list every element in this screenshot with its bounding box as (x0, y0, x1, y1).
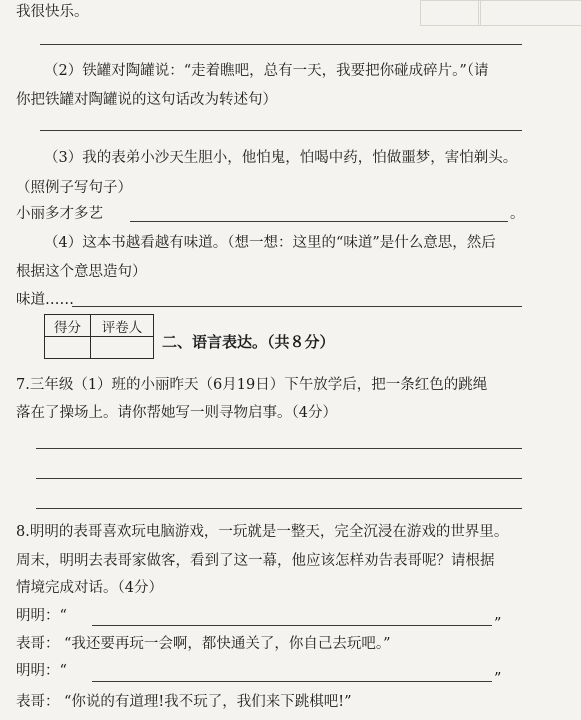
answer-line[interactable] (92, 681, 492, 682)
q6-item4-line1: （4）这本书越看越有味道。（想一想：这里的“味道”是什么意思，然后 (44, 235, 496, 251)
bleed-through-box (420, 0, 581, 26)
answer-line (40, 130, 522, 131)
dialog-text: “我还要再玩一会啊，都快通关了，你自己去玩吧。” (64, 636, 391, 652)
dialog-close-quote: ” (494, 671, 502, 687)
dialog-speaker: 表哥： (16, 694, 60, 710)
q6-item3-prompt: 小丽多才多艺 (16, 206, 103, 222)
q8-line1: 8.明明的表哥喜欢玩电脑游戏，一玩就是一整天，完全沉浸在游戏的世界里。 (16, 524, 509, 540)
q6-item4-line2: 根据这个意思造句） (16, 264, 147, 280)
q6-item4-prompt: 味道…… (16, 292, 74, 308)
dialog-speaker: 明明：“ (16, 608, 67, 624)
answer-line (36, 478, 522, 479)
dialog-speaker: 明明：“ (16, 663, 67, 679)
q6-previous-tail: 我很快乐。 (16, 4, 89, 20)
q6-item2-line1: （2）铁罐对陶罐说：“走着瞧吧，总有一天，我要把你碰成碎片。”（请 (44, 63, 489, 79)
q6-item3-line1: （3）我的表弟小沙天生胆小，他怕鬼，怕喝中药，怕做噩梦，害怕剃头。 (44, 150, 518, 166)
answer-line (130, 221, 508, 222)
section-title: 二、语言表达。（共８分） (162, 333, 335, 351)
q6-item3-period: 。 (510, 206, 525, 222)
q8-line2: 周末，明明去表哥家做客，看到了这一幕，他应该怎样劝告表哥呢？请根据 (16, 553, 495, 569)
answer-line (40, 44, 522, 45)
score-cell[interactable] (45, 337, 91, 359)
bleed-through-divider (478, 0, 481, 26)
answer-line (36, 508, 522, 509)
score-table (44, 314, 154, 359)
answer-line (36, 448, 522, 449)
q7-line1: 7.三年级（1）班的小丽昨天（6月19日）下午放学后，把一条红色的跳绳 (16, 377, 488, 393)
q6-item3-line2: （照例子写句子） (16, 180, 132, 196)
dialog-speaker: 表哥： (16, 636, 60, 652)
answer-line[interactable] (92, 625, 492, 626)
dialog-text: “你说的有道理!我不玩了，我们来下跳棋吧!” (64, 694, 352, 710)
answer-line (72, 306, 522, 307)
score-header: 得分 (45, 315, 91, 337)
q8-line3: 情境完成对话。（4分） (16, 580, 163, 596)
grader-header: 评卷人 (91, 315, 154, 337)
q7-line2: 落在了操场上。请你帮她写一则寻物启事。（4分） (16, 405, 337, 421)
grader-cell[interactable] (91, 337, 154, 359)
q6-item2-line2: 你把铁罐对陶罐说的这句话改为转述句） (16, 92, 277, 108)
dialog-close-quote: ” (494, 616, 502, 632)
